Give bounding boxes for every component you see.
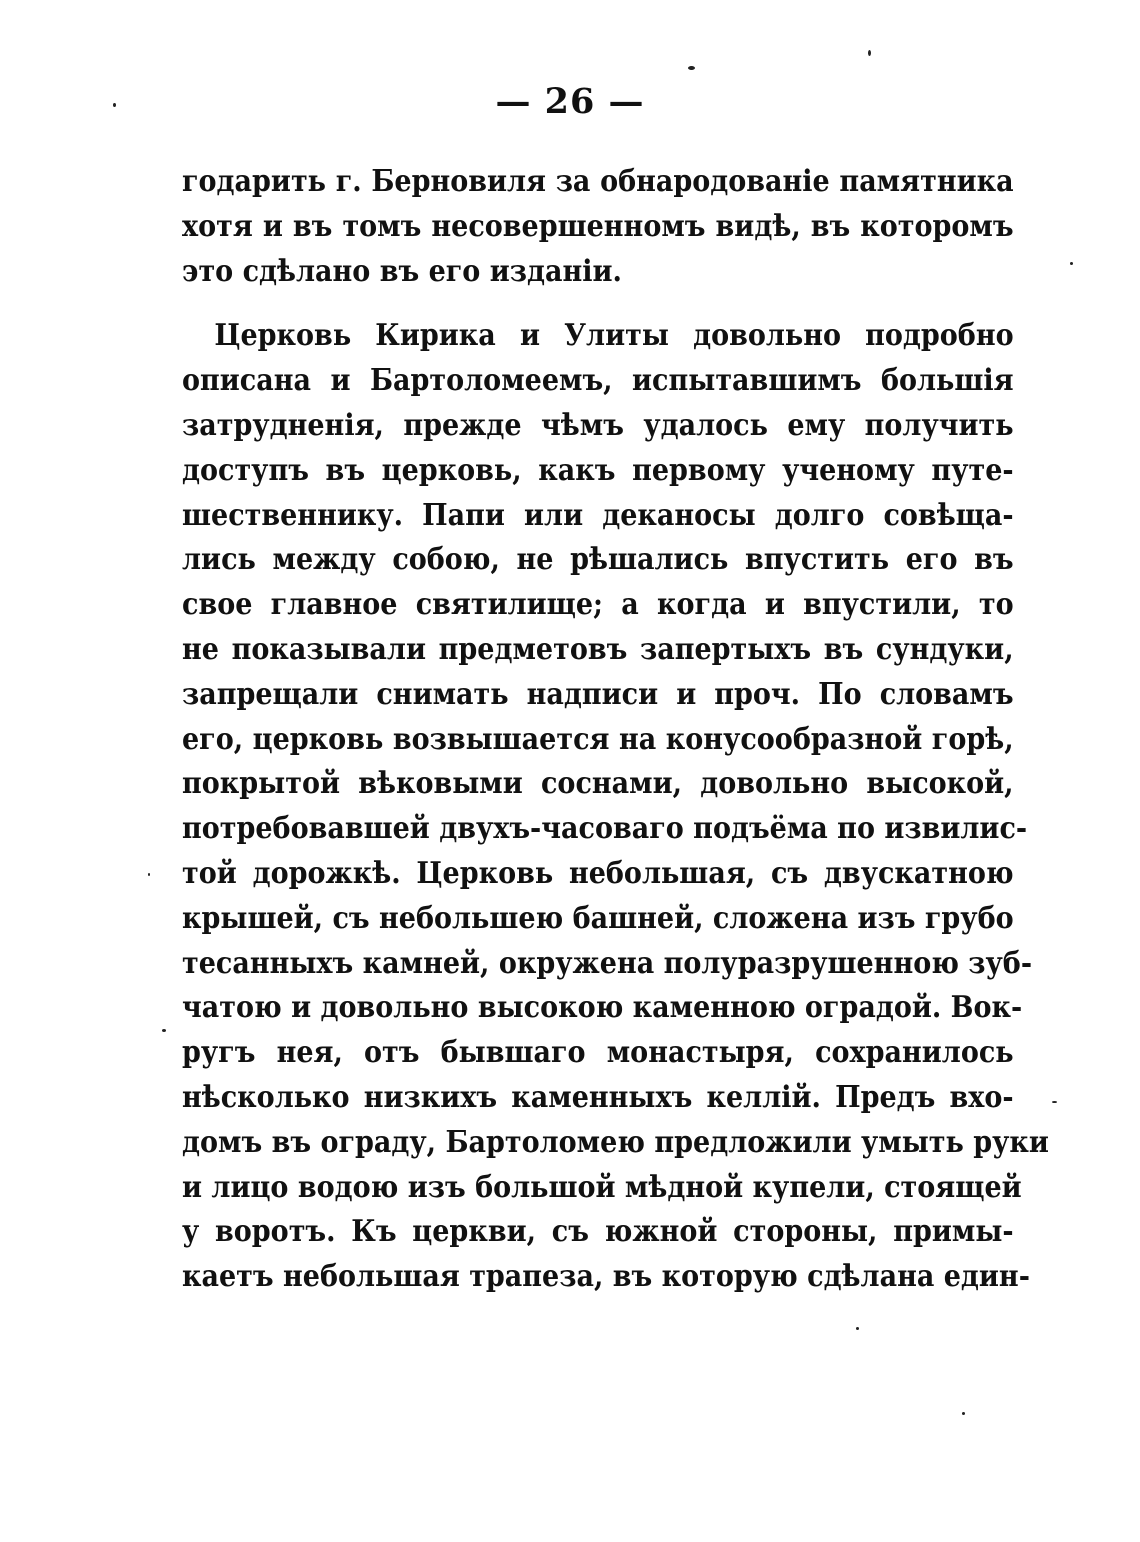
text-line: тесанныхъ камней, окружена полуразрушенною зуб- — [182, 945, 1033, 981]
text-line: Церковь Кирика и Улиты довольно подробно — [214, 318, 1014, 354]
paragraph-gap — [182, 294, 1014, 314]
text-line: у воротъ. Къ церкви, съ южной стороны, примы- — [182, 1214, 1014, 1250]
text-line: хотя и въ томъ несовершенномъ видѣ, въ которомъ — [182, 208, 1014, 244]
text-line: описана и Бартоломеемъ, испытавшимъ большія — [182, 363, 1014, 399]
text-line: его, церковь возвышается на конусообразной горѣ, — [182, 721, 1014, 757]
text-line: затрудненія, прежде чѣмъ удалось ему получить — [182, 407, 1014, 443]
scan-speck — [148, 873, 150, 876]
text-line: свое главное святилище; а когда и впустили, то — [182, 587, 1014, 623]
scan-speck — [856, 1327, 859, 1330]
scan-speck — [162, 1029, 166, 1032]
text-line: чатою и довольно высокою каменною оградой. Вок- — [182, 990, 1023, 1026]
text-line: шественнику. Папи или деканосы долго совѣща- — [182, 497, 1014, 533]
scan-speck — [113, 103, 116, 107]
scan-speck — [688, 66, 695, 70]
text-line: нѣсколько низкихъ каменныхъ келлій. Предъ вхо- — [182, 1079, 1014, 1115]
text-line: той дорожкѣ. Церковь небольшая, съ двускатною — [182, 855, 1014, 891]
scan-speck — [1070, 262, 1073, 265]
text-line: покрытой вѣковыми соснами, довольно высокой, — [182, 766, 1014, 802]
body-text — [182, 160, 1049, 1300]
text-line: не показывали предметовъ запертыхъ въ сундуки, — [182, 631, 1014, 667]
text-line: и лицо водою изъ большой мѣдной купели, стоящей — [182, 1169, 1022, 1205]
text-line: это сдѣлано въ его изданіи. — [182, 253, 622, 289]
text-line: годарить г. Берновиля за обнародованіе памятника — [182, 164, 1014, 199]
text-line: крышей, съ небольшею башней, сложена изъ грубо — [182, 900, 1014, 936]
text-line: каетъ небольшая трапеза, въ которую сдѣлана един- — [182, 1259, 1030, 1295]
scan-speck — [868, 50, 871, 56]
text-line: лись между собою, не рѣшались впустить его въ — [182, 542, 1014, 578]
text-line: ругъ нея, отъ бывшаго монастыря, сохранилось — [182, 1035, 1014, 1071]
text-line: домъ въ ограду, Бартоломею предложили умыть руки — [182, 1124, 1049, 1160]
text-line: запрещали снимать надписи и проч. По словамъ — [182, 676, 1014, 712]
text-line: доступъ въ церковь, какъ первому ученому путе- — [182, 452, 1014, 488]
text-line: потребовавшей двухъ-часоваго подъёма по извилис- — [182, 811, 1028, 847]
page-number: — 26 — — [495, 81, 645, 122]
scan-speck — [962, 1412, 965, 1415]
scan-speck — [1052, 1101, 1057, 1103]
